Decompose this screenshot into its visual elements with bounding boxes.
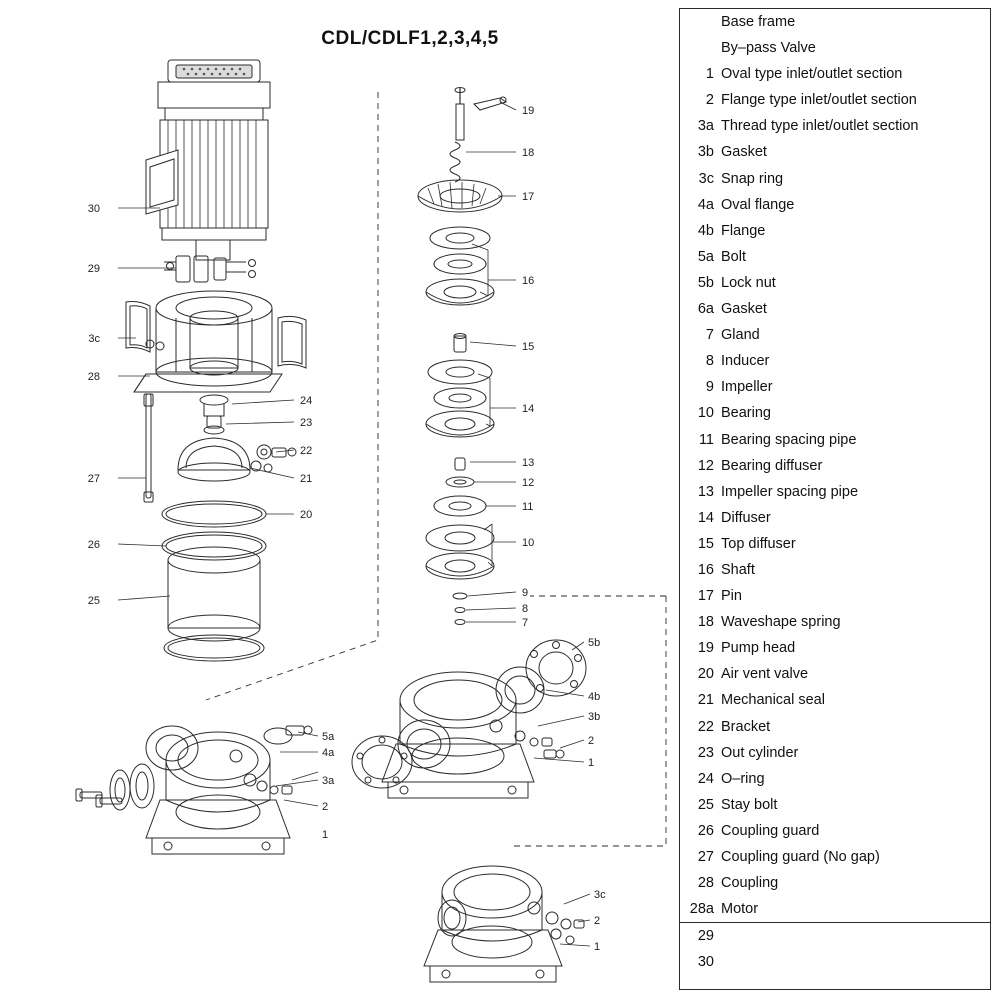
legend-item-label: Diffuser: [721, 509, 771, 526]
legend-item: [680, 374, 990, 400]
legend-item-number: 15: [697, 535, 714, 552]
legend-item-number: 20: [697, 666, 714, 683]
legend-item-number: 17: [697, 588, 714, 605]
legend-item: [680, 949, 990, 975]
svg-text:4b: 4b: [588, 691, 601, 703]
legend-item: [680, 714, 990, 740]
legend-item-number: 9: [705, 379, 714, 396]
shaft-impeller-stack: [418, 88, 506, 625]
svg-text:10: 10: [522, 537, 535, 549]
legend-item-label: Bolt: [721, 248, 746, 265]
legend-item-label: Thread type inlet/outlet section: [721, 118, 919, 135]
legend-item: [680, 740, 990, 766]
legend-item-number: 13: [697, 483, 714, 500]
legend-item: [680, 479, 990, 505]
legend-item: [680, 635, 990, 661]
legend-item-number: 8: [705, 353, 714, 370]
legend-item-label: Lock nut: [721, 274, 776, 291]
legend-item-label: Coupling guard: [721, 822, 820, 839]
svg-text:11: 11: [522, 501, 534, 513]
legend-item: [680, 192, 990, 218]
legend-item-number: 12: [697, 457, 714, 474]
legend-item: [680, 922, 990, 949]
legend-item-label: Pump head: [721, 640, 796, 657]
legend-item-number: 18: [697, 614, 714, 631]
legend-item-label: Bracket: [721, 718, 771, 735]
legend-item-number: 28a: [689, 901, 714, 918]
svg-text:26: 26: [87, 539, 100, 551]
svg-text:15: 15: [522, 341, 535, 353]
inlet-outlet-oval-section: [76, 726, 312, 854]
legend-item-label: Bearing: [721, 405, 771, 422]
legend-item: [680, 61, 990, 87]
legend-item-label: Flange: [721, 222, 766, 239]
legend-item: [680, 531, 990, 557]
legend-item-number: 3c: [698, 170, 714, 187]
legend-item: [680, 687, 990, 713]
legend-item-number: 3b: [697, 144, 714, 161]
legend-item-label: Shaft: [721, 561, 755, 578]
legend-item: [680, 818, 990, 844]
svg-text:4a: 4a: [322, 747, 335, 759]
legend-item-number: 24: [697, 770, 714, 787]
stayblot-seal-cylinder: [144, 394, 296, 661]
legend-item: [680, 87, 990, 113]
svg-text:29: 29: [87, 263, 100, 275]
svg-text:18: 18: [522, 147, 535, 159]
svg-text:25: 25: [87, 595, 100, 607]
legend-item: [680, 166, 990, 192]
legend-item-number: 1: [705, 66, 714, 83]
svg-text:8: 8: [522, 603, 529, 615]
legend-item-label: Oval flange: [721, 196, 795, 213]
legend-item-label: Snap ring: [721, 170, 784, 187]
legend-item: [680, 400, 990, 426]
legend-item-label: Stay bolt: [721, 796, 778, 813]
legend-item-number: 21: [697, 692, 714, 709]
legend-item: [680, 505, 990, 531]
legend-item-number: 23: [697, 744, 714, 761]
legend-item-number: 3a: [697, 118, 714, 135]
svg-text:24: 24: [300, 395, 313, 407]
svg-text:23: 23: [300, 417, 313, 429]
legend-item: [680, 453, 990, 479]
svg-text:5a: 5a: [322, 731, 335, 743]
legend-item-label: Impeller spacing pipe: [721, 483, 859, 500]
legend-item-label: Bearing diffuser: [721, 457, 823, 474]
coupling-and-bracket: [126, 256, 306, 392]
legend-item: [680, 427, 990, 453]
legend-item-label: Impeller: [721, 379, 773, 396]
legend-item: [680, 896, 990, 922]
legend-item: [680, 9, 990, 35]
leader-lines: [118, 102, 590, 946]
page-title: CDL/CDLF1,2,3,4,5: [321, 28, 499, 49]
legend-item-number: 30: [697, 954, 714, 971]
legend-item: [680, 244, 990, 270]
legend-item-label: Oval type inlet/outlet section: [721, 66, 903, 83]
svg-text:7: 7: [522, 617, 529, 629]
parts-legend: [679, 8, 991, 990]
legend-item-label: Gland: [721, 327, 760, 344]
legend-item: [680, 270, 990, 296]
legend-item-label: Gasket: [721, 144, 767, 161]
svg-text:1: 1: [322, 829, 329, 841]
legend-item-label: Coupling: [721, 875, 779, 892]
legend-item: [680, 322, 990, 348]
legend-item-number: 26: [697, 822, 714, 839]
legend-item-label: Out cylinder: [721, 744, 799, 761]
legend-item-number: 19: [697, 640, 714, 657]
legend-item-label: Bearing spacing pipe: [721, 431, 857, 448]
legend-item-number: 10: [697, 405, 714, 422]
legend-item-number: 2: [705, 92, 714, 109]
svg-text:3c: 3c: [88, 333, 100, 345]
svg-text:2: 2: [594, 915, 601, 927]
legend-item-label: By–pass Valve: [721, 40, 816, 57]
svg-text:13: 13: [522, 457, 535, 469]
svg-text:19: 19: [522, 105, 535, 117]
svg-text:5b: 5b: [588, 637, 601, 649]
legend-item: [680, 766, 990, 792]
legend-item: [680, 113, 990, 139]
svg-text:2: 2: [322, 801, 329, 813]
legend-item: [680, 583, 990, 609]
legend-item-label: Waveshape spring: [721, 614, 841, 631]
legend-item-number: 7: [705, 327, 714, 344]
legend-item-number: 5b: [697, 274, 714, 291]
inlet-outlet-thread-section: [424, 866, 584, 982]
svg-text:27: 27: [87, 473, 100, 485]
legend-item-label: Top diffuser: [721, 535, 796, 552]
svg-text:20: 20: [300, 509, 313, 521]
legend-item: [680, 609, 990, 635]
legend-item: [680, 661, 990, 687]
svg-text:3a: 3a: [322, 775, 335, 787]
legend-item: [680, 348, 990, 374]
svg-text:1: 1: [594, 941, 601, 953]
legend-item-label: Coupling guard (No gap): [721, 849, 880, 865]
legend-item-number: 4b: [697, 222, 714, 239]
svg-text:30: 30: [87, 203, 100, 215]
legend-item-number: 28: [697, 875, 714, 892]
legend-item: [680, 218, 990, 244]
legend-item-number: 11: [698, 431, 714, 448]
legend-item-label: Gasket: [721, 301, 767, 318]
svg-text:2: 2: [588, 735, 595, 747]
legend-item-number: 16: [697, 561, 714, 578]
svg-text:21: 21: [300, 473, 313, 485]
svg-text:9: 9: [522, 587, 529, 599]
motor-assembly: [146, 60, 270, 260]
svg-text:14: 14: [522, 403, 535, 415]
legend-item-number: 5a: [697, 248, 714, 265]
legend-item-label: Inducer: [721, 353, 770, 370]
legend-item-number: 27: [697, 849, 714, 865]
legend-item-label: Air vent valve: [721, 666, 809, 683]
legend-item-label: Motor: [721, 901, 759, 918]
legend-item: [680, 296, 990, 322]
legend-item-number: 6a: [697, 301, 714, 318]
legend-item-number: 25: [697, 796, 714, 813]
legend-item-label: O–ring: [721, 770, 765, 787]
svg-text:1: 1: [588, 757, 595, 769]
legend-item: [680, 557, 990, 583]
svg-text:3b: 3b: [588, 711, 601, 723]
svg-text:22: 22: [300, 445, 313, 457]
legend-item: [680, 139, 990, 165]
legend-item-label: Pin: [721, 588, 742, 605]
legend-item: [680, 870, 990, 896]
legend-item-label: Mechanical seal: [721, 692, 825, 709]
legend-item-number: 29: [697, 928, 714, 945]
legend-item: [680, 792, 990, 818]
legend-item: [680, 844, 990, 870]
svg-text:16: 16: [522, 275, 535, 287]
legend-item-number: 22: [697, 718, 714, 735]
legend-item: [680, 35, 990, 61]
inlet-outlet-flange-section: [352, 640, 586, 798]
legend-item-number: 4a: [697, 196, 714, 213]
legend-item-number: 14: [697, 509, 714, 526]
svg-text:17: 17: [522, 191, 535, 203]
svg-text:12: 12: [522, 477, 535, 489]
svg-text:28: 28: [87, 371, 100, 383]
svg-text:3c: 3c: [594, 889, 606, 901]
legend-item-label: Base frame: [721, 14, 796, 30]
legend-item-label: Flange type inlet/outlet section: [721, 92, 917, 109]
